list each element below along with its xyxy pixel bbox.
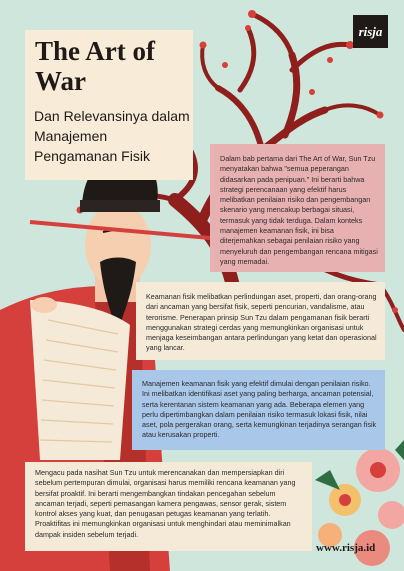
text-box-body: Manajemen keamanan fisik yang efektif dimulai dengan penilaian risiko. Ini melibatkan identifikasi aset yang paling berharga, ancaman potensial, serta kerentanan sistem keamanan yang ada. Beberapa elemen yang perlu dipertimbangkan dalam penilaian risiko termasuk lokasi fisik, nilai aset, pola pergerakan orang, serta kemungkinan terjadinya serangan fisik atau kerusakan properti. [142, 379, 377, 440]
risja-logo: risja [353, 15, 388, 48]
text-box-proactive-plan [25, 462, 312, 551]
page-subtitle: Dan Relevansinya dalam Manajemen Pengamanan Fisik [34, 108, 190, 164]
page-title: The Art of War [35, 36, 155, 96]
text-box-body: Dalam bab pertama dari The Art of War, Sun Tzu menyatakan bahwa "semua peperangan didasarkan pada penipuan." Ini berarti bahwa strategi perencanaan yang efektif harus melibatkan penilaian risiko dan pengembangan skenario yang mencakup berbagai situasi, termasuk yang tidak terduga. Dalam konteks manajemen keamanan fisik, ini bisa diterjemahkan sebagai penilaian risiko yang menyeluruh dan pengembangan rencana mitigasi yang memadai. [220, 154, 378, 266]
text-box-risk-planning [210, 144, 385, 272]
website-url: www.risja.id [316, 542, 376, 554]
text-box-physical-security [136, 282, 385, 360]
text-box-body: Keamanan fisik melibatkan perlindungan aset, properti, dan orang-orang dari ancaman yang bersifat fisik, seperti pencurian, vandalisme, atau terorisme. Penerapan prinsip Sun Tzu dalam pengamanan fisik berarti menggunakan strategi cerdas yang memungkinkan organisasi untuk menjaga keseimbangan antara perlindungan yang ketat dan operasional yang lancar. [146, 292, 377, 353]
text-box-body: Mengacu pada nasihat Sun Tzu untuk merencanakan dan mempersiapkan diri sebelum pertempuran dimulai, organisasi harus memiliki rencana keamanan yang bersifat proaktif. Ini berarti mengembangkan tindakan pencegahan sebelum ancaman terjadi, seperti pemasangan kamera pengawas, sensor gerak, sistem kontrol akses yang kuat, dan penugasan petugas keamanan yang terlatih. Proaktifitas ini memungkinkan organisasi untuk menghindari atau meminimalkan dampak insiden sebelum terjadi. [35, 468, 296, 539]
text-box-risk-assessment [132, 370, 385, 450]
